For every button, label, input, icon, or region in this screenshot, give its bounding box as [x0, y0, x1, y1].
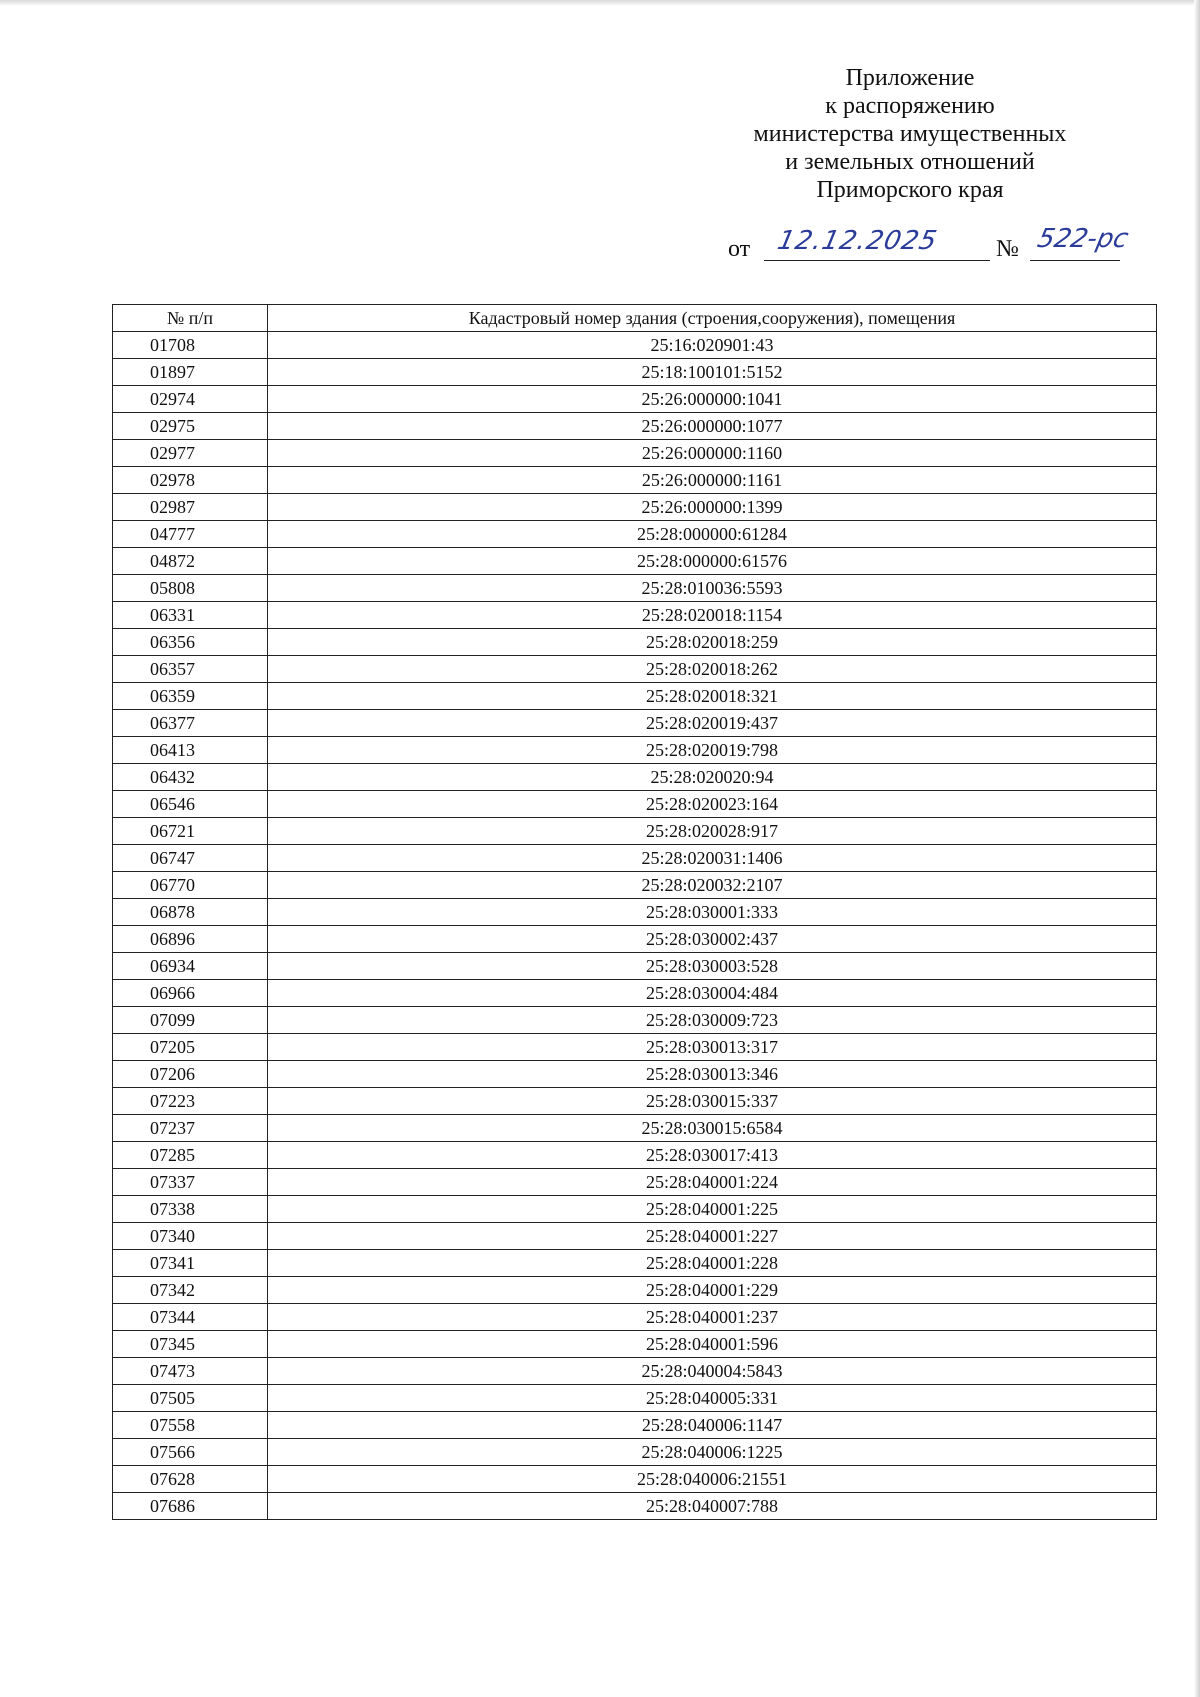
- cadastral-number-cell: 25:28:000000:61576: [268, 548, 1157, 575]
- row-index-cell: 06747: [113, 845, 268, 872]
- cadastral-number-cell: 25:28:030013:346: [268, 1061, 1157, 1088]
- row-index-cell: 06770: [113, 872, 268, 899]
- row-index-cell: 06721: [113, 818, 268, 845]
- cadastral-number-cell: 25:28:030009:723: [268, 1007, 1157, 1034]
- cadastral-number-cell: 25:28:030015:6584: [268, 1115, 1157, 1142]
- cadastral-number-cell: 25:18:100101:5152: [268, 359, 1157, 386]
- cadastral-number-cell: 25:28:040001:237: [268, 1304, 1157, 1331]
- row-index-cell: 07337: [113, 1169, 268, 1196]
- table-row: [113, 1439, 1157, 1466]
- table-row: [113, 764, 1157, 791]
- handwritten-date: 12.12.2025: [774, 226, 941, 256]
- row-index-cell: 06966: [113, 980, 268, 1007]
- table-row: [113, 359, 1157, 386]
- row-index-cell: 05808: [113, 575, 268, 602]
- table-row: [113, 1466, 1157, 1493]
- table-row: [113, 332, 1157, 359]
- row-index-cell: 07566: [113, 1439, 268, 1466]
- table-row: [113, 494, 1157, 521]
- table-row: [113, 1304, 1157, 1331]
- cadastral-number-cell: 25:28:000000:61284: [268, 521, 1157, 548]
- table-row: [113, 1412, 1157, 1439]
- row-index-cell: 06377: [113, 710, 268, 737]
- table-row: [113, 1277, 1157, 1304]
- cadastral-number-cell: 25:26:000000:1161: [268, 467, 1157, 494]
- row-index-cell: 06878: [113, 899, 268, 926]
- row-index-cell: 06413: [113, 737, 268, 764]
- cadastral-number-cell: 25:28:020019:798: [268, 737, 1157, 764]
- row-index-cell: 06357: [113, 656, 268, 683]
- table-row: [113, 710, 1157, 737]
- row-index-cell: 02975: [113, 413, 268, 440]
- row-index-cell: 06546: [113, 791, 268, 818]
- row-index-cell: 07341: [113, 1250, 268, 1277]
- table-row: [113, 575, 1157, 602]
- table-row: [113, 791, 1157, 818]
- table-row: [113, 1331, 1157, 1358]
- cadastral-number-cell: 25:28:040004:5843: [268, 1358, 1157, 1385]
- row-index-cell: 07344: [113, 1304, 268, 1331]
- cadastral-number-cell: 25:28:020018:259: [268, 629, 1157, 656]
- cadastral-number-cell: 25:28:020018:262: [268, 656, 1157, 683]
- cadastral-number-cell: 25:28:020018:1154: [268, 602, 1157, 629]
- cadastral-number-cell: 25:28:040007:788: [268, 1493, 1157, 1520]
- cadastral-number-cell: 25:28:030015:337: [268, 1088, 1157, 1115]
- row-index-cell: 02987: [113, 494, 268, 521]
- table-row: [113, 1088, 1157, 1115]
- table-row: [113, 548, 1157, 575]
- header-line: Приложение: [845, 65, 975, 91]
- cadastral-number-cell: 25:28:030003:528: [268, 953, 1157, 980]
- row-index-cell: 07473: [113, 1358, 268, 1385]
- row-index-cell: 07505: [113, 1385, 268, 1412]
- cadastral-number-cell: 25:28:020028:917: [268, 818, 1157, 845]
- row-index-cell: 07237: [113, 1115, 268, 1142]
- table-row: [113, 1169, 1157, 1196]
- table-row: [113, 1223, 1157, 1250]
- row-index-cell: 07628: [113, 1466, 268, 1493]
- cadastral-number-cell: 25:16:020901:43: [268, 332, 1157, 359]
- table-row: [113, 683, 1157, 710]
- table-row: [113, 1142, 1157, 1169]
- header-line: Приморского края: [816, 177, 1004, 203]
- cadastral-number-cell: 25:28:040006:1147: [268, 1412, 1157, 1439]
- header-line: министерства имущественных: [753, 121, 1067, 147]
- cadastral-number-cell: 25:28:040001:228: [268, 1250, 1157, 1277]
- row-index-cell: 07099: [113, 1007, 268, 1034]
- row-index-cell: 07558: [113, 1412, 268, 1439]
- scan-edge-top: [0, 0, 1200, 6]
- date-underline: [764, 260, 990, 261]
- table-row: [113, 467, 1157, 494]
- cadastral-number-cell: 25:26:000000:1041: [268, 386, 1157, 413]
- number-prefix: №: [996, 236, 1019, 262]
- row-index-cell: 01708: [113, 332, 268, 359]
- table-row: [113, 521, 1157, 548]
- cadastral-number-cell: 25:26:000000:1399: [268, 494, 1157, 521]
- table-row: [113, 926, 1157, 953]
- table-row: [113, 413, 1157, 440]
- number-underline: [1030, 260, 1120, 261]
- table-row: [113, 1358, 1157, 1385]
- row-index-cell: 06331: [113, 602, 268, 629]
- cadastral-number-cell: 25:26:000000:1077: [268, 413, 1157, 440]
- table-body: [113, 332, 1157, 1520]
- table-row: [113, 953, 1157, 980]
- header-line: к распоряжению: [825, 93, 995, 119]
- table-row: [113, 1250, 1157, 1277]
- table-row: [113, 845, 1157, 872]
- header-line: и земельных отношений: [785, 149, 1035, 175]
- handwritten-number: 522-рс: [1034, 224, 1132, 254]
- table-row: [113, 1385, 1157, 1412]
- table-row: [113, 1007, 1157, 1034]
- cadastral-number-cell: 25:28:040001:229: [268, 1277, 1157, 1304]
- column-header-cadastral: Кадастровый номер здания (строения,сооружения), помещения: [268, 305, 1157, 332]
- row-index-cell: 07223: [113, 1088, 268, 1115]
- table-row: [113, 656, 1157, 683]
- cadastral-number-cell: 25:28:040001:225: [268, 1196, 1157, 1223]
- row-index-cell: 07686: [113, 1493, 268, 1520]
- appendix-header: [690, 64, 1130, 204]
- cadastral-number-cell: 25:28:040001:596: [268, 1331, 1157, 1358]
- table-row: [113, 1196, 1157, 1223]
- cadastral-number-cell: 25:28:030004:484: [268, 980, 1157, 1007]
- cadastral-number-cell: 25:28:040005:331: [268, 1385, 1157, 1412]
- cadastral-number-cell: 25:28:020031:1406: [268, 845, 1157, 872]
- row-index-cell: 04777: [113, 521, 268, 548]
- row-index-cell: 06359: [113, 683, 268, 710]
- cadastral-number-cell: 25:28:030017:413: [268, 1142, 1157, 1169]
- column-header-index: № п/п: [113, 305, 268, 332]
- row-index-cell: 04872: [113, 548, 268, 575]
- cadastral-number-cell: 25:28:020020:94: [268, 764, 1157, 791]
- row-index-cell: 07206: [113, 1061, 268, 1088]
- cadastral-number-cell: 25:28:020019:437: [268, 710, 1157, 737]
- table-row: [113, 818, 1157, 845]
- table-row: [113, 1061, 1157, 1088]
- table-row: [113, 1115, 1157, 1142]
- row-index-cell: 06934: [113, 953, 268, 980]
- row-index-cell: 07338: [113, 1196, 268, 1223]
- table-row: [113, 872, 1157, 899]
- cadastral-number-cell: 25:28:030001:333: [268, 899, 1157, 926]
- cadastral-number-cell: 25:28:010036:5593: [268, 575, 1157, 602]
- cadastral-number-cell: 25:28:040001:224: [268, 1169, 1157, 1196]
- row-index-cell: 07340: [113, 1223, 268, 1250]
- table-row: [113, 440, 1157, 467]
- row-index-cell: 02978: [113, 467, 268, 494]
- table-row: [113, 386, 1157, 413]
- date-prefix: от: [728, 236, 751, 262]
- row-index-cell: 06432: [113, 764, 268, 791]
- table-row: [113, 602, 1157, 629]
- row-index-cell: 02977: [113, 440, 268, 467]
- row-index-cell: 07345: [113, 1331, 268, 1358]
- table-row: [113, 1034, 1157, 1061]
- cadastral-number-cell: 25:28:020023:164: [268, 791, 1157, 818]
- cadastral-number-cell: 25:28:040001:227: [268, 1223, 1157, 1250]
- table-row: [113, 899, 1157, 926]
- row-index-cell: 07285: [113, 1142, 268, 1169]
- cadastral-number-cell: 25:28:030013:317: [268, 1034, 1157, 1061]
- table-row: [113, 629, 1157, 656]
- cadastral-number-cell: 25:28:020018:321: [268, 683, 1157, 710]
- row-index-cell: 06356: [113, 629, 268, 656]
- cadastral-number-cell: 25:28:020032:2107: [268, 872, 1157, 899]
- cadastral-number-cell: 25:28:040006:21551: [268, 1466, 1157, 1493]
- row-index-cell: 02974: [113, 386, 268, 413]
- cadastral-number-cell: 25:26:000000:1160: [268, 440, 1157, 467]
- table-header-row: [113, 305, 1157, 332]
- table-row: [113, 980, 1157, 1007]
- table-row: [113, 1493, 1157, 1520]
- row-index-cell: 07342: [113, 1277, 268, 1304]
- order-date-number-line: [728, 224, 1198, 268]
- table-row: [113, 737, 1157, 764]
- cadastral-number-cell: 25:28:040006:1225: [268, 1439, 1157, 1466]
- row-index-cell: 07205: [113, 1034, 268, 1061]
- cadastral-number-cell: 25:28:030002:437: [268, 926, 1157, 953]
- row-index-cell: 01897: [113, 359, 268, 386]
- cadastral-table: [112, 304, 1157, 1520]
- row-index-cell: 06896: [113, 926, 268, 953]
